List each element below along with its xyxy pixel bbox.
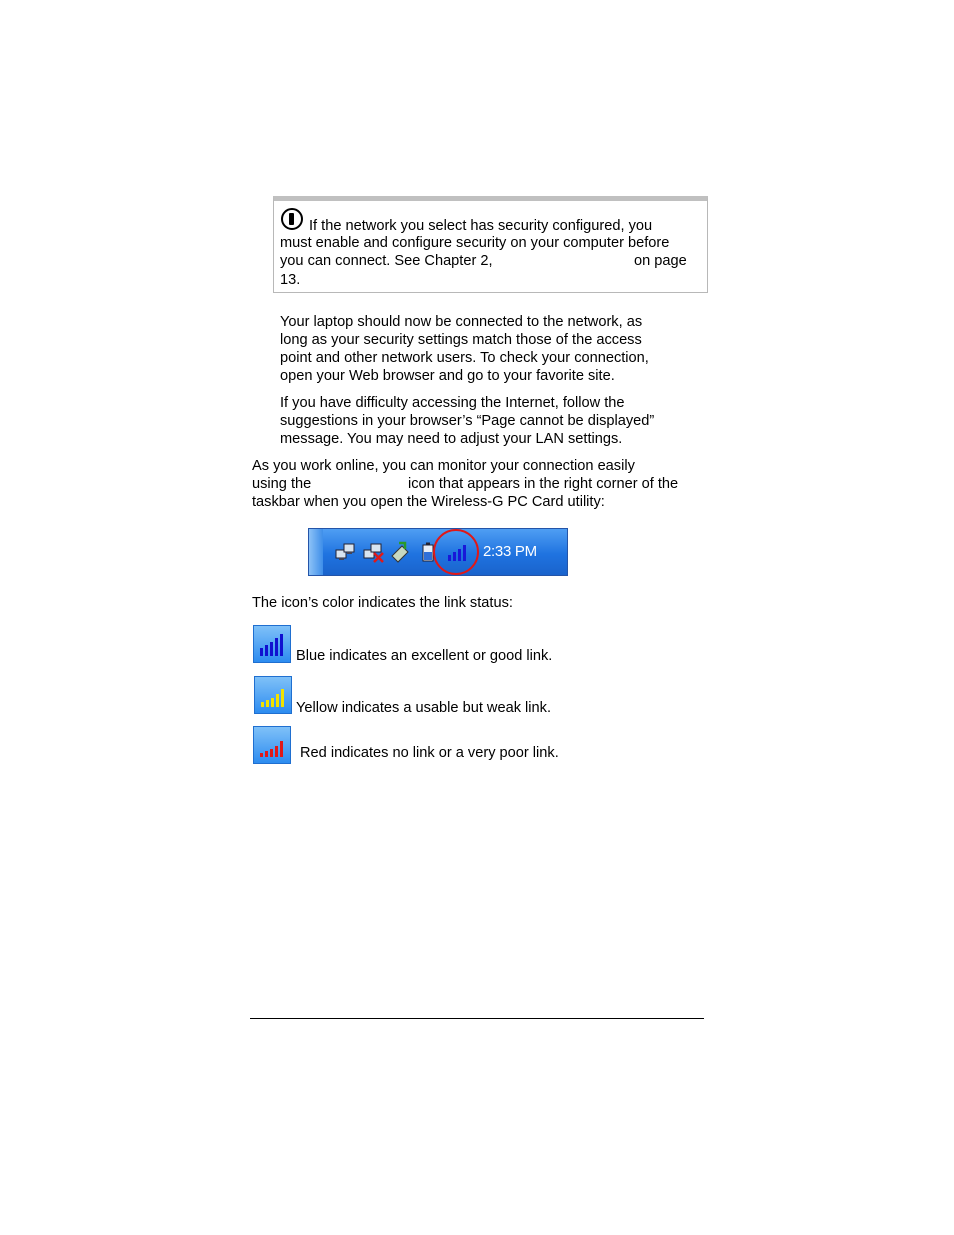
note-line-3b: on page — [634, 253, 687, 269]
signal-red-icon — [253, 726, 291, 764]
para3-line-1: As you work online, you can monitor your connection easily — [252, 458, 635, 474]
para2-line-1: If you have difficulty accessing the Internet, follow the — [280, 395, 625, 411]
para3-line-3: taskbar when you open the Wireless-G PC Card utility: — [252, 494, 605, 510]
status-yellow-label: Yellow indicates a usable but weak link. — [296, 700, 552, 716]
signal-yellow-icon — [254, 676, 292, 714]
signal-blue-icon — [253, 625, 291, 663]
note-line-1: If the network you select has security configured, you — [309, 218, 653, 234]
highlight-circle — [433, 529, 479, 575]
para1-line-2: long as your security settings match those of the access — [280, 332, 642, 348]
status-intro: The icon’s color indicates the link status: — [252, 595, 513, 611]
para2-line-2: suggestions in your browser’s “Page cannot be displayed” — [280, 413, 655, 429]
status-red-label: Red indicates no link or a very poor link. — [300, 745, 559, 761]
footer-rule — [250, 1018, 704, 1019]
caution-icon — [281, 208, 303, 230]
note-line-4: 13. — [280, 272, 301, 288]
safely-remove-hardware-icon — [389, 541, 411, 563]
note-line-2: must enable and configure security on your computer before — [280, 235, 670, 251]
taskbar-screenshot — [308, 528, 568, 576]
para1-line-3: point and other network users. To check your connection, — [280, 350, 649, 366]
taskbar-clock: 2:33 PM — [483, 543, 537, 560]
note-line-3: you can connect. See Chapter 2, — [280, 253, 493, 269]
para2-line-3: message. You may need to adjust your LAN settings. — [280, 431, 623, 447]
para1-line-1: Your laptop should now be connected to the network, as — [280, 314, 643, 330]
para3-line-2a: using the — [252, 476, 312, 492]
para3-line-2b: icon that appears in the right corner of the — [408, 476, 679, 492]
network-disconnected-icon — [363, 541, 385, 563]
para1-line-4: open your Web browser and go to your favorite site. — [280, 368, 615, 384]
network-connections-icon — [335, 541, 357, 563]
status-blue-label: Blue indicates an excellent or good link. — [296, 648, 553, 664]
